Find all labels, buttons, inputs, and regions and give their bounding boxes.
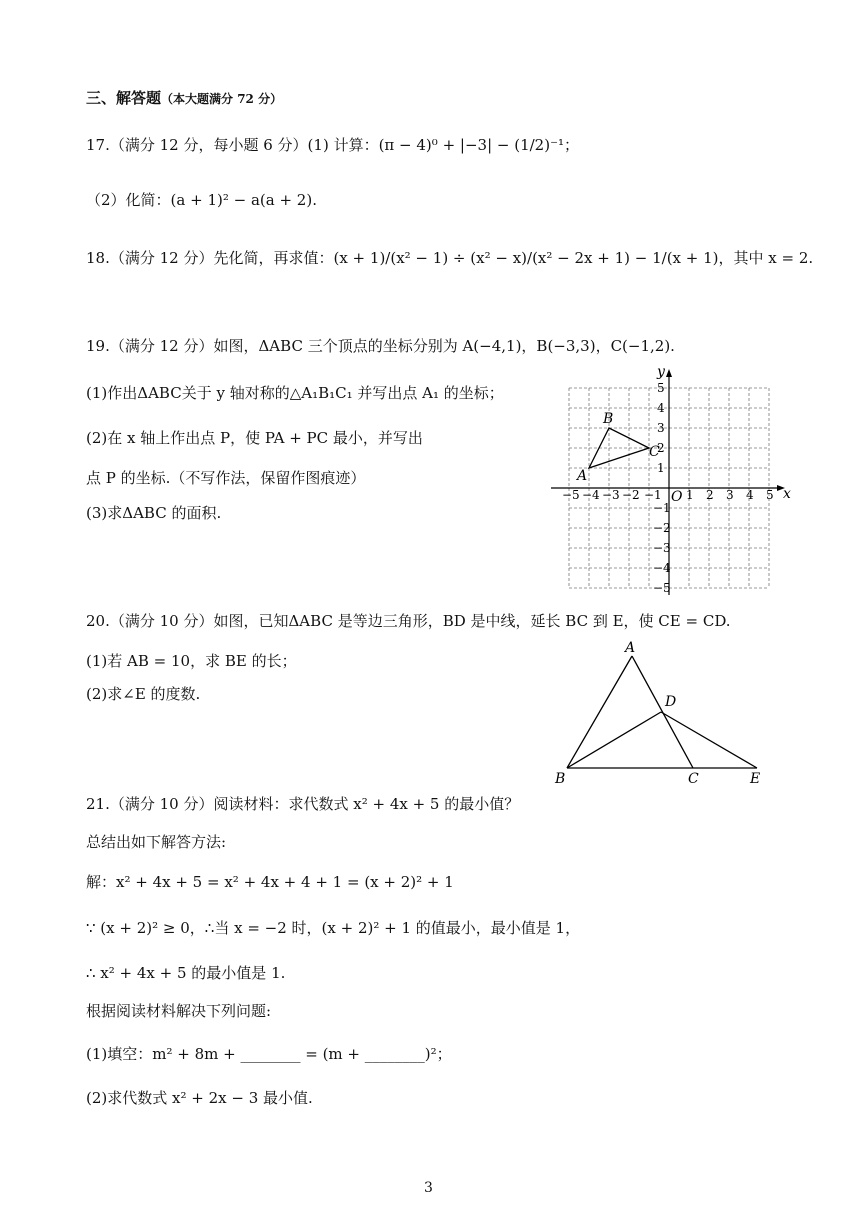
x-axis-label: x bbox=[783, 486, 791, 502]
x-tick-label: −5 bbox=[562, 488, 580, 502]
x-tick-label: 5 bbox=[766, 488, 774, 502]
vertex-a-label: A bbox=[625, 640, 636, 656]
y-tick-label: 5 bbox=[657, 381, 665, 395]
x-tick-label: 1 bbox=[686, 488, 694, 502]
q21-line1: 21.（满分 10 分）阅读材料：求代数式 x² + 4x + 5 的最小值？ bbox=[86, 795, 520, 813]
q19-line1: 19.（满分 12 分）如图，ΔABC 三个顶点的坐标分别为 A(−4,1)，B(−3,3)，C(−1,2). bbox=[86, 337, 675, 355]
vertex-b-label: B bbox=[555, 771, 566, 787]
q20-part1: (1)若 AB = 10，求 BE 的长； bbox=[86, 652, 297, 670]
x-tick-label: 2 bbox=[706, 488, 714, 502]
q21-line6: 根据阅读材料解决下列问题: bbox=[86, 1002, 272, 1020]
y-tick-label: 3 bbox=[657, 421, 665, 435]
q21-line4: ∵ (x + 2)² ≥ 0，∴当 x = −2 时，(x + 2)² + 1 的值最小，最小值是 1， bbox=[86, 919, 581, 937]
x-tick-label: 4 bbox=[746, 488, 754, 502]
x-tick-label: −4 bbox=[582, 488, 600, 502]
point-d-label: D bbox=[665, 694, 677, 710]
q18-line1: 18.（满分 12 分）先化简，再求值：(x + 1)/(x² − 1) ÷ (x² − x)/(x² − 2x + 1) − 1/(x + 1)，其中 x = 2. bbox=[86, 249, 814, 267]
q21-line8: (2)求代数式 x² + 2x − 3 最小值. bbox=[86, 1089, 313, 1107]
y-axis-label: y bbox=[657, 365, 665, 380]
section-heading bbox=[86, 88, 282, 109]
point-a-label: A bbox=[577, 468, 588, 484]
q17-line2: （2）化简：(a + 1)² − a(a + 2). bbox=[86, 191, 317, 209]
point-c-label: C bbox=[649, 444, 660, 460]
q21-line2: 总结出如下解答方法: bbox=[86, 833, 227, 851]
point-b-label: B bbox=[603, 411, 614, 427]
q19-part2b: 点 P 的坐标.（不写作法，保留作图痕迹） bbox=[86, 469, 366, 487]
vertex-c-label: C bbox=[688, 771, 699, 787]
y-tick-label: 2 bbox=[657, 441, 665, 455]
y-tick-label: −1 bbox=[653, 501, 671, 515]
y-tick-label: −3 bbox=[653, 541, 671, 555]
segment-bd bbox=[567, 712, 661, 768]
segment-de bbox=[661, 712, 757, 768]
point-e-label: E bbox=[750, 771, 761, 787]
coordinate-grid-figure bbox=[545, 365, 795, 595]
q20-part2: (2)求∠E 的度数. bbox=[86, 685, 201, 703]
q21-line7: (1)填空：m² + 8m + ________ = (m + ________)²； bbox=[86, 1045, 452, 1063]
triangle-figure bbox=[545, 638, 775, 788]
q21-line5: ∴ x² + 4x + 5 的最小值是 1. bbox=[86, 964, 286, 982]
section-title: 三、解答题 bbox=[86, 89, 162, 107]
segment-ac bbox=[632, 656, 693, 768]
q19-part3: (3)求ΔABC 的面积. bbox=[86, 504, 222, 522]
q20-line1: 20.（满分 10 分）如图，已知ΔABC 是等边三角形，BD 是中线，延长 BC 到 E，使 CE = CD. bbox=[86, 612, 731, 630]
section-subtitle: （本大题满分 72 分） bbox=[161, 92, 283, 106]
origin-label: O bbox=[671, 489, 683, 505]
x-tick-label: 3 bbox=[726, 488, 734, 502]
q17-line1: 17.（满分 12 分，每小题 6 分）(1) 计算：(π − 4)⁰ + |−3| − (1/2)⁻¹； bbox=[86, 136, 580, 154]
y-tick-label: −5 bbox=[653, 581, 671, 595]
y-tick-label: −2 bbox=[653, 521, 671, 535]
segment-ab bbox=[567, 656, 632, 768]
page-number: 3 bbox=[424, 1180, 433, 1196]
q19-part2a: (2)在 x 轴上作出点 P，使 PA + PC 最小，并写出 bbox=[86, 429, 423, 447]
x-tick-labels bbox=[562, 488, 774, 502]
x-tick-label: −1 bbox=[644, 488, 662, 502]
y-tick-label: 1 bbox=[657, 461, 665, 475]
q19-part1: (1)作出ΔABC关于 y 轴对称的△A₁B₁C₁ 并写出点 A₁ 的坐标； bbox=[86, 384, 504, 402]
x-tick-label: −2 bbox=[622, 488, 640, 502]
y-tick-label: 4 bbox=[657, 401, 665, 415]
y-axis-arrow bbox=[666, 369, 672, 377]
q21-line3: 解：x² + 4x + 5 = x² + 4x + 4 + 1 = (x + 2)² + 1 bbox=[86, 873, 454, 891]
y-tick-label: −4 bbox=[653, 561, 671, 575]
x-tick-label: −3 bbox=[602, 488, 620, 502]
